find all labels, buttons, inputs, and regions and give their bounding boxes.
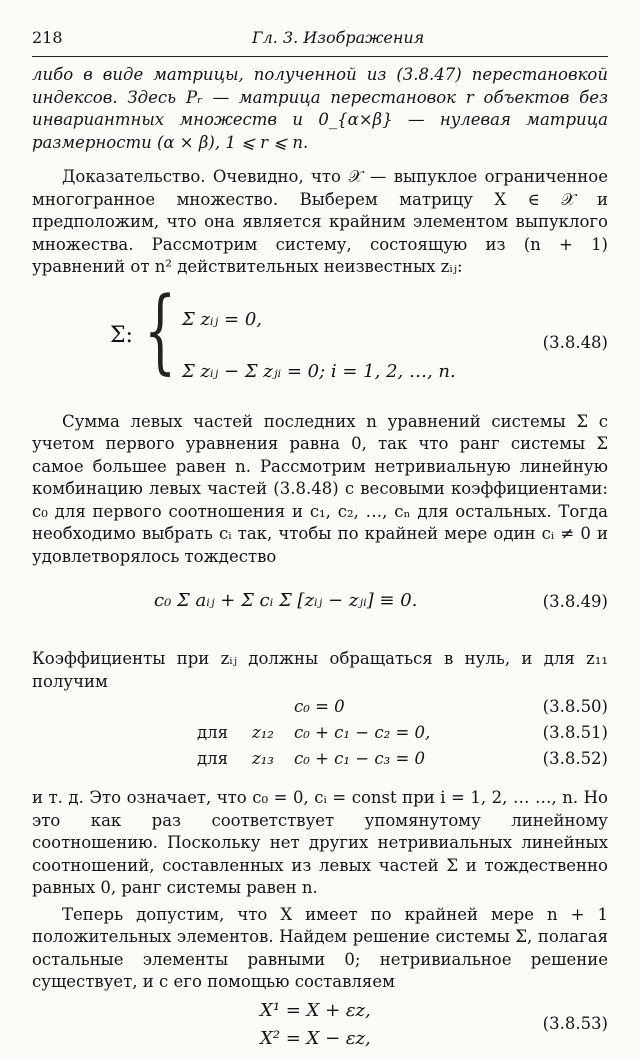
header-rule — [32, 56, 608, 57]
system-line-1: Σ zᵢⱼ = 0, — [182, 308, 263, 330]
equation-rhs: c₀ + c₁ − c₂ = 0, — [294, 723, 431, 742]
equation-number: (3.8.48) — [542, 332, 608, 352]
running-header — [32, 28, 608, 50]
theorem-continuation: либо в виде матрицы, полученной из (3.8.47) перестановкой индексов. Здесь Pᵣ — матрица перестановок r объектов без инвариантных множеств и 0_{α×β} — нулевая матрица размерности (α × β), 1 ⩽ r ⩽ n. — [32, 65, 608, 152]
equation-3-8-51 — [32, 723, 608, 749]
equation-number: (3.8.49) — [542, 592, 608, 611]
page-body — [32, 64, 608, 1060]
equation-3-8-49 — [32, 578, 608, 636]
equation-rhs: c₀ = 0 — [294, 697, 345, 716]
identity-formula: c₀ Σ aᵢⱼ + Σ cᵢ Σ [zᵢⱼ − zⱼᵢ] ≡ 0. — [154, 590, 418, 611]
page-number: 218 — [32, 28, 63, 47]
equation-variable: z₁₂ — [252, 723, 274, 742]
coefficients-paragraph: Коэффициенты при zᵢⱼ должны обращаться в нуль, и для z₁₁ получим — [32, 649, 608, 691]
left-brace: { — [144, 276, 177, 384]
equation-3-8-52 — [32, 749, 608, 775]
system-label: Σ: — [110, 322, 133, 348]
equation-3-8-53 — [32, 998, 608, 1060]
running-title: Гл. 3. Изображения — [252, 28, 425, 47]
equation-number: (3.8.53) — [542, 1013, 608, 1033]
equation-rhs: c₀ + c₁ − c₃ = 0 — [294, 749, 426, 768]
equation-line-2: X² = X − εz, — [260, 1027, 371, 1049]
rank-paragraph: Сумма левых частей последних n уравнений системы Σ с учетом первого уравнения равна 0, так что ранг системы Σ самое большее равен n. Рассмотрим нетривиальную линейную комбинацию левых частей (3.8.48) с весовыми коэффициентами: c₀ для первого соотношения и c₁, c₂, …, cₙ для остальных. Тогда необходимо выбрать cᵢ так, чтобы по крайней мере один cᵢ ≠ 0 и удовлетворялось тождество — [32, 411, 608, 566]
equation-number: (3.8.50) — [542, 697, 608, 716]
conclusion-paragraph: и т. д. Это означает, что c₀ = 0, cᵢ = const при i = 1, 2, … …, n. Но это как раз соответствует упомянутому линейному соотношению. Поскольку нет других нетривиальных линейных соотношений, составленных из левых частей Σ и тождественно равных 0, ранг системы равен n. — [32, 788, 608, 897]
proof-paragraph: Доказательство. Очевидно, что 𝒳 — выпуклое ограниченное многогранное множество. Выберем матрицу X ∈ 𝒳 и предположим, что она является крайним элементом выпуклого множества. Рассмотрим систему, состоящую из (n + 1) уравнений от n² действительных неизвестных zᵢⱼ: — [32, 167, 608, 276]
equation-3-8-48 — [32, 276, 608, 405]
equation-number: (3.8.52) — [542, 749, 608, 768]
system-line-2: Σ zᵢⱼ − Σ zⱼᵢ = 0; i = 1, 2, …, n. — [182, 360, 456, 382]
equation-prefix: для — [197, 723, 229, 742]
next-step-paragraph: Теперь допустим, что X имеет по крайней мере n + 1 положительных элементов. Найдем решение системы Σ, полагая остальные элементы равными 0; нетривиальное решение существует, и с его помощью составляем — [32, 904, 608, 991]
equation-prefix: для — [197, 749, 229, 768]
equation-variable: z₁₃ — [252, 749, 274, 768]
equation-3-8-50 — [32, 697, 608, 723]
equation-number: (3.8.51) — [542, 723, 608, 742]
equation-line-1: X¹ = X + εz, — [260, 999, 371, 1021]
